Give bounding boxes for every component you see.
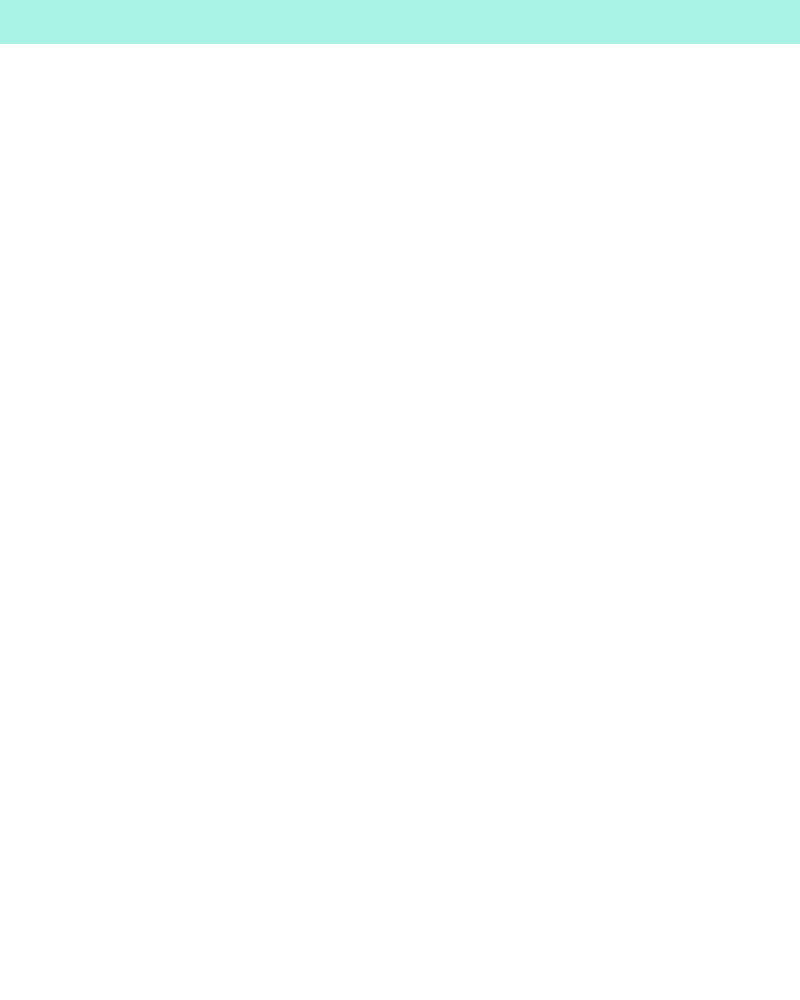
- toc-entry[interactable]: [118, 626, 662, 657]
- toc-entry[interactable]: [118, 350, 662, 381]
- toc-entry[interactable]: [118, 840, 662, 871]
- pixel-ground-decoration: [0, 880, 800, 1000]
- toc-entry[interactable]: [118, 228, 662, 259]
- toc-entry[interactable]: [118, 718, 662, 749]
- toc-entry[interactable]: [118, 534, 662, 565]
- toc-entry[interactable]: [118, 320, 662, 351]
- toc-entry[interactable]: [118, 810, 662, 841]
- toc-entry[interactable]: [118, 749, 662, 780]
- toc-entry[interactable]: [118, 595, 662, 626]
- toc-entry[interactable]: [118, 411, 662, 442]
- toc-entry[interactable]: [118, 565, 662, 596]
- toc-entry[interactable]: [118, 779, 662, 810]
- toc-entry[interactable]: [118, 197, 662, 228]
- top-sky-pixel-band: [0, 0, 800, 44]
- toc-entry[interactable]: [118, 442, 662, 473]
- table-of-contents: [118, 197, 662, 871]
- toc-entry[interactable]: [118, 473, 662, 504]
- toc-entry[interactable]: [118, 258, 662, 289]
- toc-entry[interactable]: [118, 687, 662, 718]
- toc-entry[interactable]: [118, 289, 662, 320]
- pixel-edge-decoration: [0, 0, 800, 52]
- toc-entry[interactable]: [118, 381, 662, 412]
- toc-entry[interactable]: [118, 503, 662, 534]
- toc-entry[interactable]: [118, 657, 662, 688]
